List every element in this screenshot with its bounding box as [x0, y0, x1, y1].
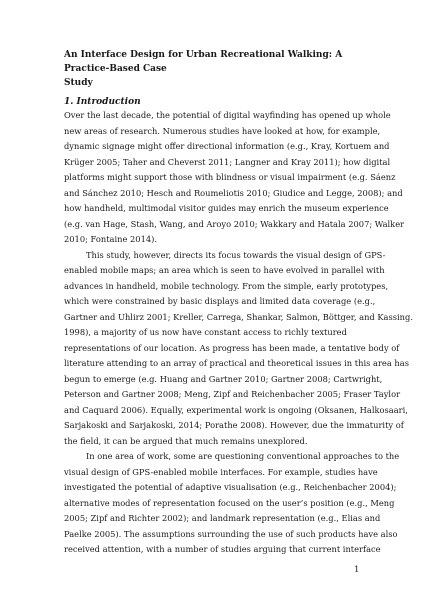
- paragraph-line: 2005; Zipf and Richter 2002); and landmark representation (e.g., Elias and: [64, 513, 381, 523]
- paragraph: [64, 449, 400, 558]
- section-heading: 1. Introduction: [64, 97, 141, 107]
- paragraph-line: which were constrained by basic displays and limited data coverage (e.g.,: [64, 296, 376, 306]
- paragraph-line: literature attending to an array of practical and theoretical issues in this area has: [64, 358, 409, 368]
- paragraph-line: In one area of work, some are questioning conventional approaches to the: [86, 451, 400, 461]
- paragraph-line: the field, it can be argued that much remains unexplored.: [64, 435, 308, 446]
- paper-title-line: An Interface Design for Urban Recreational Walking: A Practice-Based Case: [64, 50, 343, 74]
- paragraph-line: Krüger 2005; Taher and Cheverst 2011; Langner and Kray 2011); how digital: [64, 156, 391, 167]
- paragraph-line: and Caquard 2006). Equally, experimental work is ongoing (Oksanen, Halkosaari,: [64, 404, 408, 415]
- paragraph-line: This study, however, directs its focus towards the visual design of GPS-: [86, 249, 386, 260]
- body-text: [64, 108, 413, 558]
- paragraph-line: investigated the potential of adaptive visualisation (e.g., Reichenbacher 2004);: [64, 482, 397, 492]
- paragraph-line: representations of our location. As progress has been made, a tentative body of: [64, 342, 400, 353]
- paragraph-line: platforms might support those with blindness or visual impairment (e.g. Sáenz: [64, 172, 396, 182]
- paragraph-line: Gartner and Uhlirz 2001; Kreller, Carrega, Shankar, Salmon, Böttger, and Kassing.: [64, 311, 413, 322]
- paragraph-line: dynamic signage might offer directional information (e.g., Kray, Kortuem and: [64, 141, 390, 151]
- paragraph-line: enabled mobile maps; an area which is seen to have evolved in parallel with: [64, 265, 385, 275]
- paragraph: [64, 248, 413, 450]
- paragraph-line: Sarjakoski and Sarjakoski, 2014; Porathe 2008). However, due the immaturity of: [64, 420, 404, 430]
- paragraph: [64, 108, 405, 248]
- page-number: 1: [354, 565, 360, 575]
- paragraph-line: advances in handheld, mobile technology. From the simple, early prototypes,: [64, 280, 389, 291]
- paragraph-line: visual design of GPS-enabled mobile interfaces. For example, studies have: [64, 466, 378, 477]
- paper-title-line: Study: [64, 78, 93, 88]
- paragraph-line: Paelke 2005). The assumptions surrounding the use of such products have also: [64, 528, 398, 539]
- paragraph-line: received attention, with a number of studies arguing that current interface: [64, 544, 381, 554]
- paragraph-line: and Sánchez 2010; Hesch and Roumeliotis 2010; Giudice and Legge, 2008); and: [64, 187, 403, 198]
- paper-title: [64, 48, 384, 90]
- paragraph-line: begun to emerge (e.g. Huang and Gartner 2010; Gartner 2008; Cartwright,: [64, 373, 383, 384]
- paragraph-line: (e.g. van Hage, Stash, Wang, and Aroyo 2010; Wakkary and Hatala 2007; Walker: [64, 218, 405, 229]
- paragraph-line: Over the last decade, the potential of digital wayfinding has opened up whole: [64, 110, 391, 120]
- paragraph-line: Peterson and Gartner 2008; Meng, Zipf and Reichenbacher 2005; Fraser Taylor: [64, 389, 401, 399]
- paragraph-line: new areas of research. Numerous studies have looked at how, for example,: [64, 125, 381, 136]
- paragraph-line: 2010; Fontaine 2014).: [64, 234, 158, 244]
- paragraph-line: alternative modes of representation focused on the user’s position (e.g., Meng: [64, 497, 395, 508]
- paragraph-line: 1998), a majority of us now have constant access to richly textured: [64, 327, 347, 337]
- paragraph-line: how handheld, multimodal visitor guides may enrich the museum experience: [64, 203, 389, 213]
